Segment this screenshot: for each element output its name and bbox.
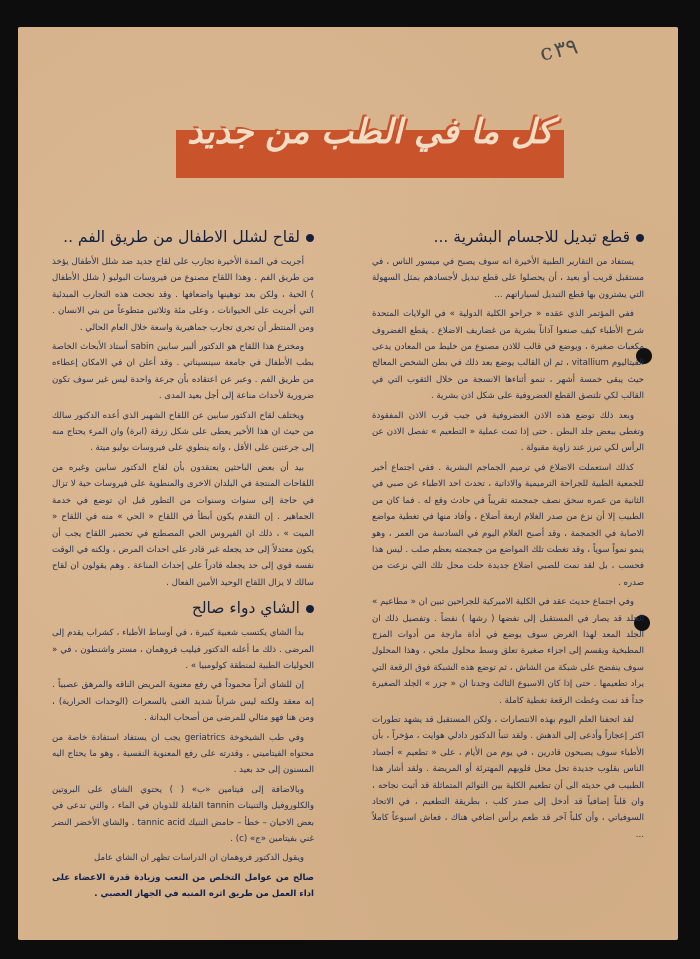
right-column	[372, 228, 644, 846]
article-closing-bold: صالح من عوامل التخلص من التعب وزيادة قدرة الاعضاء على اداء العمل من طريق اثره المنبه في الجهاز العصبي .	[52, 872, 314, 900]
article-paragraph: بدأ الشاي يكتسب شعبية كبيرة ، في أوساط الأطباء ، كشراب يقدم إلى المرضى . ذلك ما أعلنه الدكتور فيليب فروهمان ، مستر واشنطون ، في « الحوليات الطبية لمنطقة كولومبيا » .	[52, 628, 314, 671]
article-paragraph: وبعد ذلك توضع هذه الاذن الغضروفية في جيب قرب الاذن المفقودة وتغطى ببعض جلد البطن . حتى إذا تمت عملية « التطعيم » تفصل الاذن عن الرأس لكي تبرز عند زاوية مقبولة .	[372, 410, 644, 454]
article-paragraph: يستفاد من التقارير الطبية الأخيرة انه سوف يصبح في ميسور الناس ، في مستقبل قريب أو بعيد ، أن يحصلوا على قطع تبديل لأجسادهم بمثل السهولة التي يشترون بها قطع التبديل لسياراتهم ...	[372, 257, 644, 300]
article-headline	[52, 228, 314, 246]
bullet-icon	[636, 234, 644, 242]
article-paragraph: كذلك استعملت الاضلاع في ترميم الجماجم البشرية . ففي اجتماع أخير للجمعية الطبية للجراحة الترميمية والاذاتية ، تحدث احد الاطباء عن صبي في الثانية من عمره سحق نصف جمجمته تقريباً في حادث وقع له . فما كان من الطبيب إلا أن نزع من صدر الغلام اربعة أضلاع ، وأفاد منها في تغطية مواضع الاصابة في الجمجمة ، وقد أصبح الغلام اليوم في السادسة من العمر ، وهو ينمو نمواً سوياً ، وقد تغطت تلك المواضع من جمجمته بعظم صلب . ليس هذا فحسب ، بل لقد نمت للصبي اضلاع جديدة حلت محل تلك التي نزعت من صدره .	[372, 462, 644, 588]
article-paragraph: ويختلف لقاح الدكتور سابين عن اللقاح الشهير الذي أعده الدكتور سالك من حيث ان هذا الأخير يعطى على شكل زرقة (ابرة) وان المرء يحتاج منه إلى جرعتين على الأقل ، وانه ينطوي على فيروسات بوليو ميتة .	[52, 410, 314, 454]
headline-text: قطع تبديل للاجسام البشرية ...	[433, 228, 630, 246]
article-paragraph: ففي المؤتمر الذي عقده « جراحو الكلية الدولية » في الولايات المتحدة شرح الأطباء كيف صنعوا آذاناً بشرية من غضاريف الاضلاع . يقطع الغضروف مكعبات صغيرة ، ويوضع في قالب للاذن مصنوع من خليط من المعادن يدعى الفيتاليوم vitallium ، ثم ان القالب يوضع بعد ذلك في بطن الشخص المعالج حيث يبقى خمسة أشهر ، تنمو أثناءها الانسجة من خلال الثقوب التي في القالب لكي تلتصق القطع الغضروفية على شكل اذن بشرية .	[372, 309, 644, 402]
bullet-icon	[306, 234, 314, 242]
article-paragraph: وفي اجتماع حديث عقد في الكلية الاميركية للجراحين تبين ان « مطاعيم » الجلد قد يصار في المستقبل إلى نفضها ( رشها ) نفضاً . وتفصيل ذلك ان الجلد المعد لهذا الغرض سوف يوضع في أداة مازجة من أدوات المزج المطبخية ويقسم إلى اجزاء صغيرة تعلق وسط محلول ملحي ، وهذا المحلول سوف ينفضح على شبكة من الشاش ، ثم توضع هذه الشبكة فوق الرقعة التي يراد تطعيمها . حتى إذا كان الاسبوع الثالث وجدنا ان « جزر » الجلد الصغيرة جداً قد نمت وغطت الرقعة تغطية كاملة .	[372, 597, 644, 706]
section-banner	[170, 100, 570, 210]
headline-text: لقاح لشلل الاطفال من طريق الفم ..	[63, 228, 300, 246]
article-headline	[372, 228, 644, 246]
article-headline	[52, 599, 314, 617]
article-paragraph: بيد أن بعض الباحثين يعتقدون بأن لقاح الدكتور سابين وغيره من اللقاحات المنتجة في البلدان الاخرى والمنطوية على فيروسات حية لا تزال في حاجة إلى سنوات وسنوات من التطور قبل ان توضع في خدمة الجماهير . إن التقدم يكون أبطأ في اللقاح « الحي » منه في اللقاح « الميت » ، ذلك ان الفيروس الحي المصطنع في تحضير اللقاح يجب أن يكون معتدلاً إلى حد يجعله غير قادر على احداث المرض ، ولكنه في الوقت نفسه قوي إلى حد يجعله قادراً على إحداث المناعة . وهم يقولون ان لقاح سالك لا يزال اللقاح الوحيد الأمين الفعال .	[52, 462, 314, 588]
article-paragraph: ومخترع هذا اللقاح هو الدكتور ألبير سابين sabin أستاذ الأبحاث الخاصة بطب الأطفال في جامعة سينسيناتي . وقد أعلن ان في الامكان إعطاءه من طريق الفم . وعبر عن اعتقاده بأن جرعة واحدة ليس غير سوف تكون ضرورية لأحداث مناعة إلى أجل بعيد المدى .	[52, 342, 314, 402]
handwritten-page-number: c٣٩	[537, 34, 581, 67]
article-paragraph: إن للشاي أثراً محموداً في رفع معنوية المريض الناقه والمرهق عصبياً . إنه معقد ولكنه ليس شراباً شديد الغنى بالسعرات (الوحدات الحرارية) ، ومن هنا فهو مثالي للمرضى من أصحاب البدانة .	[52, 680, 314, 724]
headline-text: الشاي دواء صالح	[191, 599, 300, 618]
article-paragraph: ويقول الدكتور فروهمان ان الدراسات تظهر ان الشاي عامل	[93, 853, 304, 864]
bullet-icon	[306, 605, 314, 613]
article-paragraph: وفي طب الشيخوخة geriatrics يجب ان يستفاد استفادة خاصة من محتواه الفيتاميني ، وقدرته على رفع المعنوية النفسية ، وهو ما يحتاج اليه المسنون إلى حد بعيد .	[52, 732, 314, 776]
article-paragraph: أجريت في المدة الأخيرة تجارب على لقاح جديد ضد شلل الأطفال يؤخذ من طريق الفم . وهذا اللقاح مصنوع من فيروسات البوليو ( شلل الأطفال ) الحية ، ولكن بعد توهينها واضعافها . وقد نجحت هذه التجارب المبدئية التي أجريت على الحيوانات ، وعلى مئة وثلاثين متطوعاً من بني الانسان . ومن المنتظر أن تجري تجارب جماهيرية واسعة خلال العام الحالي .	[52, 257, 314, 333]
article-paragraph: لقد اتحفنا العلم اليوم بهذه الانتصارات ، ولكن المستقبل قد يشهد تطورات اكثر إعجازاً وأدعى إلى الدهش . ولقد تنبأ الدكتور دادلي هوايت ، مؤخراً ، بأن الأطباء سوف يصبحون قادرين ، في يوم من الأيام ، على « تطعيم » أجساد الناس بقلوب جديدة تحل محل قلوبهم المهترئة أو المريضة . ولقد أشار هذا الطبيب في حديثه الى أن تطعيم الكلية بين التوائم المتماثلة قد أثبت نجاحه ، وان قلباً إضافياً قد أدخل إلى صدر كلب ، بطريقة التطعيم ، في الاتحاد السوفياتي ، وأن كلباً آخر قد طعم برأس اضافي هناك ، فعاش اسبوعاً كاملاً ...	[372, 714, 644, 840]
banner-title: كل ما في الطب من جديد	[187, 112, 553, 152]
left-column	[52, 228, 314, 906]
article-paragraph: وبالاضافة إلى فيتامين «ب» ( ) يحتوي الشاي على البروتين والكلوروفيل والتنينات tannin القابلة للذوبان في الماء ، والتي تدعى في بعض الاحيان – خطأ – حامض التنيك tannic acid . والشاي الأخضر النضر غني بفيتامين «ج» (c) .	[52, 784, 314, 844]
